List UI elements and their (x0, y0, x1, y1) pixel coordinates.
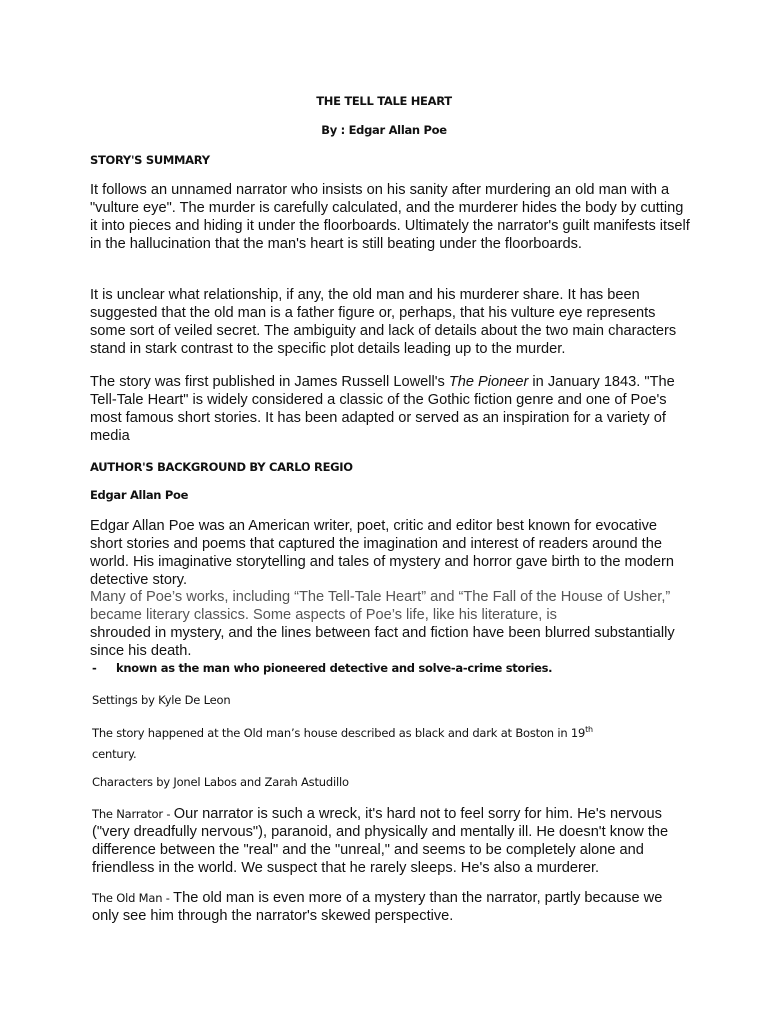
narrator-text: Our narrator is such a wreck, it's hard not to feel sorry for him. He's nervous ("very dreadfully nervous"), paranoid, and physically and mentally ill. He doesn't know the difference between the "real" and the "unreal," and seems to be completely alone and friendless in the world. We suspect that he rarely sleeps. He's also a murderer. (92, 806, 669, 876)
characters-heading: Characters by Jonel Labos and Zarah Astudillo (92, 775, 349, 789)
publication-paragraph (90, 373, 690, 445)
summary-heading: STORY'S SUMMARY (90, 153, 210, 167)
author-paragraph-gray: Many of Poe’s works, including “The Tell-Tale Heart” and “The Fall of the House of Usher,” became literary classics. Some aspects of Poe’s life, like his literature, is (90, 589, 671, 623)
publication-title-italic: The Pioneer (448, 374, 529, 390)
bullet-text: known as the man who pioneered detective and solve-a-crime stories. (116, 661, 553, 675)
old-man-label: The Old Man - (92, 891, 174, 905)
old-man-text: The old man is even more of a mystery than the narrator, partly because we only see him through the narrator's skewed perspective. (92, 890, 663, 924)
document-title: THE TELL TALE HEART (316, 94, 452, 108)
narrator-label: The Narrator - (92, 807, 174, 821)
summary-paragraph-1: It follows an unnamed narrator who insists on his sanity after murdering an old man with a "vulture eye". The murder is carefully calculated, and the murderer hides the body by cutting it into pieces and hiding it under the floorboards. Ultimately the narrator's guilt manifests itself in the hallucination that the man's heart is still beating under the floorboards. (90, 182, 690, 252)
document-byline: By : Edgar Allan Poe (321, 123, 447, 137)
author-paragraph: Edgar Allan Poe was an American writer, poet, critic and editor best known for evocative short stories and poems that captured the imagination and interest of readers around the world. His imaginative storytelling and tales of mystery and horror gave birth to the modern detective story. (90, 518, 675, 588)
summary-paragraph-2: It is unclear what relationship, if any, the old man and his murderer share. It has been suggested that the old man is a father figure or, perhaps, that his vulture eye represents some sort of veiled secret. The ambiguity and lack of details about the two main characters stand in stark contrast to the specific plot details leading up to the murder. (90, 287, 677, 357)
publication-text-post: in January 1843. "The Tell-Tale Heart" is widely considered a classic of the Gothic fiction genre and one of Poe's most famous short stories. It has been adapted or served as an inspiration for a variety of media (90, 374, 675, 444)
author-name: Edgar Allan Poe (90, 488, 189, 502)
settings-paragraph (92, 723, 692, 765)
author-heading: AUTHOR'S BACKGROUND BY CARLO REGIO (90, 460, 353, 474)
narrator-paragraph (92, 805, 692, 877)
settings-superscript: th (585, 725, 593, 735)
settings-text-continued: century. (92, 747, 137, 761)
bullet-dash: - (92, 661, 97, 675)
bullet-list-item (92, 661, 712, 675)
settings-heading: Settings by Kyle De Leon (92, 693, 231, 707)
publication-text-pre: The story was first published in James Russell Lowell's (90, 374, 449, 390)
author-paragraph-continued: shrouded in mystery, and the lines between fact and fiction have been blurred substantially since his death. (90, 625, 675, 659)
settings-text: The story happened at the Old man’s house described as black and dark at Boston in 19 (92, 726, 586, 740)
old-man-paragraph (92, 889, 692, 925)
